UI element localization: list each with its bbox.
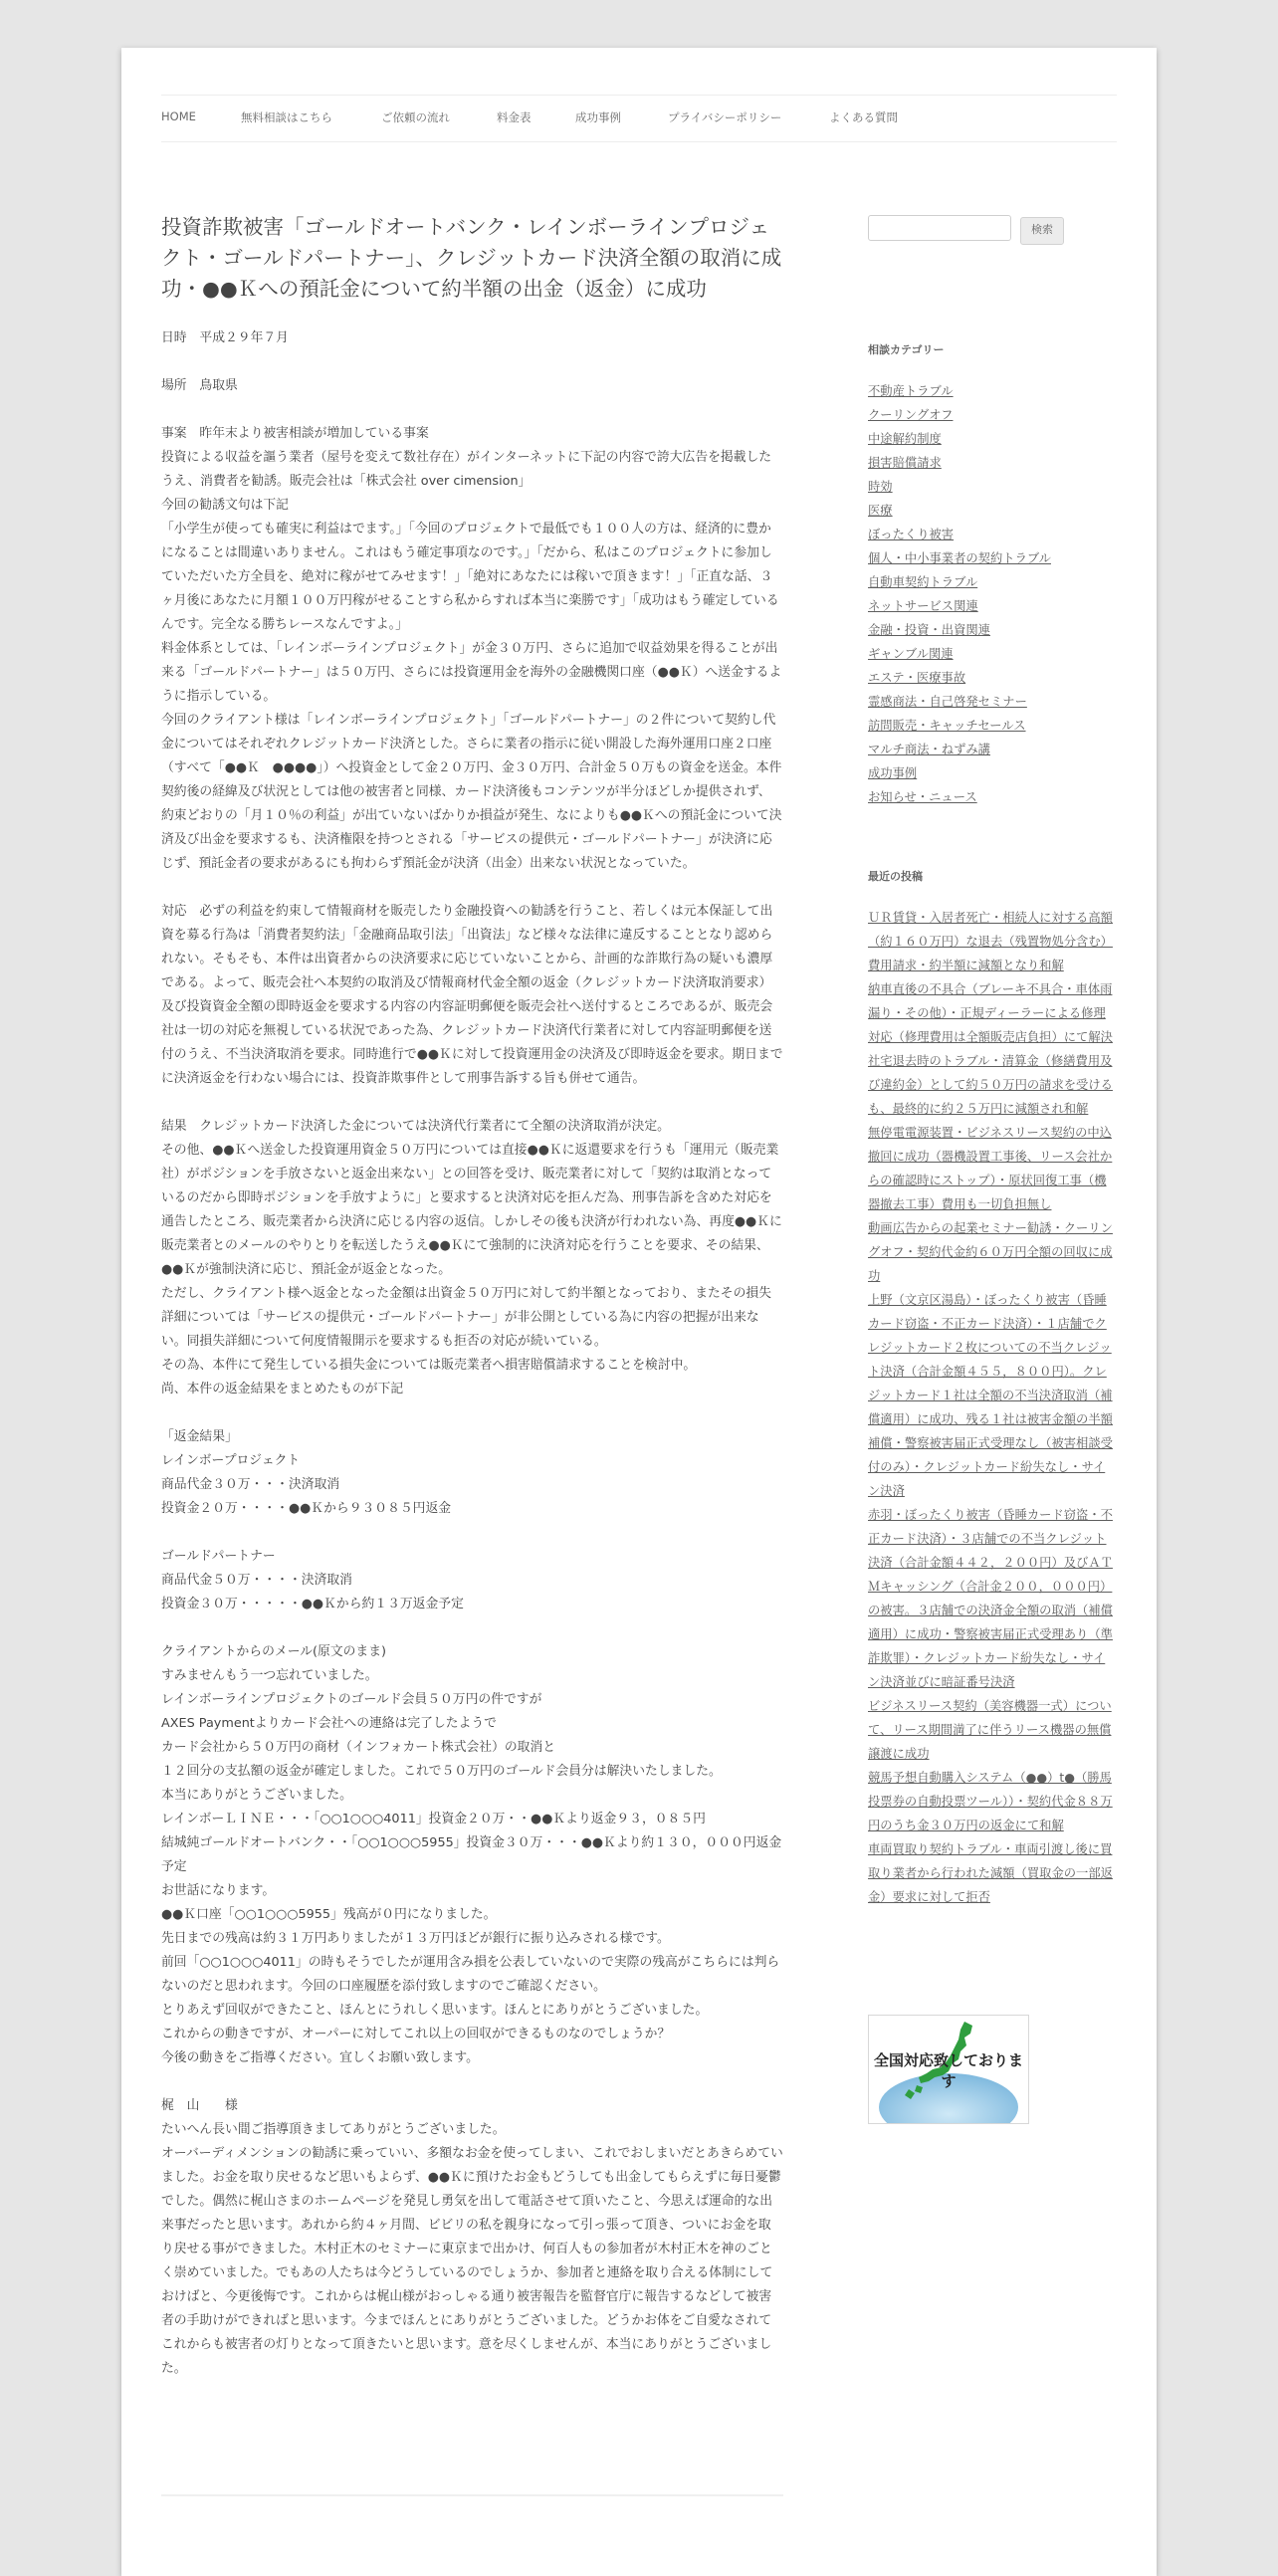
- category-link[interactable]: エステ・医療事故: [868, 671, 966, 685]
- category-item: [868, 618, 1051, 642]
- category-item: [868, 546, 1051, 570]
- article-line: 場所 鳥取県: [161, 378, 238, 393]
- article-line: AXES Paymentよりカード会社への連絡は完了したようで: [161, 1716, 497, 1731]
- category-link[interactable]: ギャンブル関連: [868, 647, 954, 661]
- page-container: [121, 48, 1157, 2576]
- article-paragraph: [161, 374, 783, 398]
- article-line: 日時 平成２９年７月: [161, 330, 289, 345]
- article-line: 「返金結果」: [161, 1429, 238, 1444]
- article-paragraph: [161, 2094, 783, 2381]
- category-item: [868, 451, 1051, 475]
- article-line: 料金体系としては、「レインボーラインプロジェクト」が金３０万円、さらに追加で収益効果を得ることが出来る「ゴールドパートナー」は５０万円、さらには投資運用金を海外の金融機関口座（●●Ｋ）へ送金するように指示している。: [161, 641, 782, 704]
- article-line: 投資による収益を謳う業者（屋号を変えて数社存在）がインターネットに下記の内容で誇大広告を掲載したうえ、消費者を勧誘。販売会社は「株式会社 over cimension」: [161, 450, 772, 489]
- article-line: レインボープロジェクト: [161, 1453, 301, 1468]
- article-line: 商品代金５０万・・・・決済取消: [161, 1573, 352, 1588]
- article-line: 結果 クレジットカード決済した金については決済代行業者にて全額の決済取消が決定。: [161, 1119, 670, 1134]
- article-line: レインボーＬＩＮＥ・・・「○○1○○○4011」投資金２０万・・●●Ｋより返金９３，０８５円: [161, 1812, 706, 1826]
- recent-post-link[interactable]: ＵＲ賃貸・入居者死亡・相続人に対する高額（約１６０万円）な退去（残置物処分含む）費用請求・約半額に減額となり和解: [868, 911, 1113, 972]
- category-item: [868, 666, 1051, 690]
- category-item: [868, 499, 1051, 523]
- nav-success-cases[interactable]: 成功事例: [575, 110, 621, 124]
- recent-post-link[interactable]: 競馬予想自動購入システム（●●）t●（勝馬投票券の自動投票ツール））・契約代金８８万円のうち金３０万円の返金にて和解: [868, 1771, 1113, 1832]
- category-link[interactable]: 不動産トラブル: [868, 384, 954, 398]
- recent-post-item: [868, 1121, 1117, 1216]
- recent-posts-list: [868, 906, 1117, 1909]
- article-paragraph: [161, 422, 783, 876]
- category-item: [868, 714, 1051, 738]
- category-item: [868, 523, 1051, 546]
- search-input[interactable]: [868, 215, 1011, 241]
- article-line: １２回分の支払額の返金が確定しました。これで５０万円のゴールド会員分は解決いたしました。: [161, 1764, 722, 1779]
- nav-free-consultation[interactable]: 無料相談はこちら: [241, 110, 332, 124]
- recent-post-item: [868, 1694, 1117, 1766]
- category-item: [868, 738, 1051, 761]
- article-line: オーバーディメンションの勧誘に乗っていい、多額なお金を使ってしまい、これでおしまいだとあきらめていました。お金を取り戻せるなど思いもよらず、●●Ｋに預けたお金もどうしても出金してもらえずに毎日憂鬱でした。偶然に梶山さまのホームページを発見し勇気を出して電話させて頂いたこと、今思えば運命的な出来事だったと思います。あれから約４ヶ月間、ビビリの私を親身になって引っ張って頂き、ついにお金を取り戻せる事ができました。木村正木のセミナーに東京まで出かけ、何百人もの参加者が木村正木を神のごとく崇めていました。でもあの人たちは今どうしているのでしょうか、参加者と連絡を取り合える体制にしておけばと、今更後悔です。これからは梶山様がおっしゃる通り被害報告を監督官庁に報告するなどして被害者の手助けができればと思います。今までほんとにありがとうございました。どうかお体をご自愛なされてこれからも被害者の灯りとなって頂きたいと思います。意を尽くしませんが、本当にありがとうございました。: [161, 2146, 783, 2376]
- search-form: [868, 215, 1117, 245]
- article-line: ただし、クライアント様へ返金となった金額は出資金５０万円に対して約半額となっており、またその損失詳細については「サービスの提供元・ゴールドパートナー」が非公開としている為に内容の把握が出来ない。同損失詳細について何度情報開示を要求するも拒否の対応が続いている。: [161, 1286, 771, 1349]
- recent-post-link[interactable]: 動画広告からの起業セミナー勧誘・クーリングオフ・契約代金約６０万円全額の回収に成功: [868, 1221, 1113, 1283]
- article-line: ゴールドパートナー: [161, 1549, 276, 1564]
- article-line: 今後の動きをご指導ください。宜しくお願い致します。: [161, 2050, 479, 2065]
- category-list: [868, 379, 1051, 809]
- category-link[interactable]: マルチ商法・ねずみ講: [868, 743, 990, 756]
- article-paragraph: [161, 1545, 783, 1616]
- category-widget-title: 相談カテゴリー: [868, 343, 945, 356]
- category-link[interactable]: クーリングオフ: [868, 408, 954, 422]
- article-content: [161, 212, 783, 2405]
- category-widget: [868, 341, 1051, 809]
- recent-post-link[interactable]: 社宅退去時のトラブル・清算金（修繕費用及び違約金）として約５０万円の請求を受けるも、最終的に約２５万円に減額され和解: [868, 1054, 1113, 1116]
- article-line: これからの動きですが、オーパーに対してこれ以上の回収ができるものなのでしょうか？: [161, 2027, 671, 2041]
- category-link[interactable]: 損害賠償請求: [868, 456, 942, 470]
- category-link[interactable]: 霊感商法・自己啓発セミナー: [868, 695, 1027, 709]
- article-footer-divider: [161, 2494, 783, 2496]
- recent-post-item: [868, 1049, 1117, 1121]
- recent-post-link[interactable]: 車両買取り契約トラブル・車両引渡し後に買取り業者から行われた減額（買取金の一部返金）要求に対して拒否: [868, 1842, 1113, 1904]
- category-item: [868, 475, 1051, 499]
- article-line: すみませんもう一つ忘れていました。: [161, 1668, 378, 1683]
- banner-text: 全国対応致しております: [873, 2051, 1023, 2090]
- recent-post-item: [868, 1766, 1117, 1837]
- recent-post-item: [868, 1216, 1117, 1288]
- article-line: 前回「○○1○○○4011」の時もそうでしたが運用含み損を公表していないので実際の残高がこちらには判らないのだと思われます。今回の口座履歴を添付致しますのでご確認ください。: [161, 1955, 780, 1994]
- category-item: [868, 570, 1051, 594]
- article-line: 投資金２０万・・・・●●Ｋから９３０８５円返金: [161, 1501, 452, 1516]
- article-line: 今回の勧誘文句は下記: [161, 498, 289, 513]
- recent-post-item: [868, 906, 1117, 977]
- nav-privacy-policy[interactable]: プライバシーポリシー: [668, 110, 782, 124]
- recent-post-link[interactable]: 上野（文京区湯島）・ぼったくり被害（昏睡カード窃盗・不正カード決済）・１店舗でクレジットカード２枚についての不当クレジット決済（合計金額４５５，８００円）。クレジットカード１社は全額の不当決済取消（補償適用）に成功、残る１社は被害金額の半額補償・警察被害届正式受理なし（被害相談受付のみ）・クレジットカード紛失なし・サイン決済: [868, 1293, 1113, 1498]
- article-line: クライアントからのメール(原文のまま): [161, 1644, 386, 1659]
- recent-post-item: [868, 1503, 1117, 1694]
- category-item: [868, 761, 1051, 785]
- main-navigation: [161, 95, 1117, 142]
- nav-request-flow[interactable]: ご依頼の流れ: [381, 110, 450, 124]
- category-link[interactable]: 医療: [868, 504, 893, 518]
- article-paragraph: [161, 1115, 783, 1401]
- sidebar: [868, 215, 1117, 2090]
- category-link[interactable]: 金融・投資・出資関連: [868, 623, 990, 637]
- article-line: 梶 山 様: [161, 2098, 238, 2113]
- category-item: [868, 690, 1051, 714]
- article-line: 今回のクライアント様は「レインボーラインプロジェクト」「ゴールドパートナー」の２件について契約し代金についてはそれぞれクレジットカード決済とした。さらに業者の指示に従い開設した海外運用口座２口座（すべて「●●Ｋ ●●●●」）へ投資金として金２０万円、金３０万円、合計金５０万もの資金を送金。本件契約後の経緯及び状況としては他の被害者と同様、カード決済後もコンテンツが半分ほどしか提供されず、約束どおりの「月１０％の利益」が出ていないばかりか損益が発生、なによりも●●Ｋへの預託金について決済及び出金を要求するも、決済権限を持つとされる「サービスの提供元・ゴールドパートナー」が決済に応じず、預託金者の要求があるにも拘わらず預託金が決済（出金）出来ない状況となっていた。: [161, 713, 782, 871]
- article-line: とりあえず回収ができたこと、ほんとにうれしく思います。ほんとにありがとうございました。: [161, 2003, 709, 2018]
- category-item: [868, 379, 1051, 403]
- category-link[interactable]: 時効: [868, 480, 893, 494]
- article-line: 結城純ゴールドオートバンク・・「○○1○○○5955」投資金３０万・・・●●Ｋより約１３０，０００円返金予定: [161, 1835, 782, 1874]
- nationwide-banner[interactable]: [868, 2015, 1029, 2124]
- category-link[interactable]: 成功事例: [868, 766, 918, 780]
- article-title: 投資詐欺被害「ゴールドオートバンク・レインボーラインプロジェクト・ゴールドパートナー」、クレジットカード決済全額の取消に成功・●●Ｋへの預託金について約半額の出金（返金）に成功: [161, 215, 782, 301]
- article-line: カード会社から５０万円の商材（インフォカート株式会社）の取消と: [161, 1740, 556, 1755]
- category-item: [868, 403, 1051, 427]
- recent-posts-title: 最近の投稿: [868, 870, 923, 883]
- recent-posts-widget: [868, 868, 1117, 1909]
- article-body: [161, 326, 783, 2381]
- recent-post-link[interactable]: 赤羽・ぼったくり被害（昏睡カード窃盗・不正カード決済）・３店舗での不当クレジット決済（合計金額４４２，２００円）及びＡＴＭキャッシング（合計金２００，０００円）の被害。３店舗での決済金全額の取消（補償適用）に成功・警察被害届正式受理あり（準詐欺罪）・クレジットカード紛失なし・サイン決済並びに暗証番号決済: [868, 1508, 1113, 1689]
- category-item: [868, 594, 1051, 618]
- article-line: その他、●●Ｋへ送金した投資運用資金５０万円については直接●●Ｋに返還要求を行うも「運用元（販売業社）がポジションを手放さないと返金出来ない」との回答を受け、販売業者に対して「契約は取消となっているのだから即時ポジションを手放すように」と要求すると決済対応を拒んだ為、刑事告訴を含めた対応を通告したところ、販売業者から決済に応じる内容の返信。しかしその後も決済が行われない為、再度●●Ｋに販売業者とのメールのやりとりを転送したうえ●●Ｋにて強制的に決済対応を行うことを要求、その結果、●●Ｋが強制決済に応じ、預託金が返金となった。: [161, 1143, 782, 1277]
- article-paragraph: [161, 1640, 783, 2070]
- article-line: 対応 必ずの利益を約束して情報商材を販売したり金融投資への勧誘を行うこと、若しくは元本保証して出資を募る行為は「消費者契約法」「金融商品取引法」「出資法」など様々な法律に違反することとなり認められない。そもそも、本件は出資者からの決済要求に応じていないことから、計画的な詐欺行為の疑いも濃厚である。よって、販売会社へ本契約の取消及び情報商材代金全額の返金（クレジットカード決済取消要求）及び投資資金全額の即時返金を要求する内容の内容証明郵便を販売会社へ送付するところであるが、販売会社は一切の対応を無視している状況であった為、クレジットカード決済代行業者に対して内容証明郵便を送付のうえ、不当決済取消を要求。同時進行で●●Ｋに対して投資運用金の決済及び即時返金を要求。期日までに決済返金を行わない場合には、投資詐欺事件として刑事告訴する旨も併せて通告。: [161, 904, 783, 1086]
- article-line: その為、本件にて発生している損失金については販売業者へ損害賠償請求することを検討中。: [161, 1358, 697, 1373]
- nav-faq[interactable]: よくある質問: [829, 110, 898, 124]
- category-item: [868, 642, 1051, 666]
- article-line: 商品代金３０万・・・決済取消: [161, 1477, 340, 1492]
- recent-post-item: [868, 1837, 1117, 1909]
- category-link[interactable]: お知らせ・ニュース: [868, 790, 977, 804]
- category-link[interactable]: 訪問販売・キャッチセールス: [868, 719, 1026, 733]
- category-item: [868, 785, 1051, 809]
- nav-home[interactable]: HOME: [161, 109, 196, 123]
- category-link[interactable]: ネットサービス関連: [868, 599, 978, 613]
- article-line: レインボーラインプロジェクトのゴールド会員５０万円の件ですが: [161, 1692, 542, 1707]
- article-line: 本当にありがとうございました。: [161, 1788, 352, 1803]
- nav-fees[interactable]: 料金表: [497, 110, 532, 124]
- recent-post-item: [868, 1288, 1117, 1503]
- article-line: 先日までの残高は約３１万円ありましたが１３万円ほどが銀行に振り込みされる様です。: [161, 1931, 670, 1946]
- recent-post-item: [868, 977, 1117, 1049]
- article-line: お世話になります。: [161, 1883, 276, 1898]
- article-line: 事案 昨年末より被害相談が増加している事案: [161, 426, 429, 441]
- category-link[interactable]: 個人・中小事業者の契約トラブル: [868, 551, 1051, 565]
- article-line: ●●Ｋ口座「○○1○○○5955」残高が０円になりました。: [161, 1907, 497, 1922]
- article-paragraph: [161, 900, 783, 1091]
- category-link[interactable]: 中途解約制度: [868, 432, 942, 446]
- article-line: 「小学生が使っても確実に利益はでます。」「今回のプロジェクトで最低でも１００人の方は、経済的に豊かになることは間違いありません。これはもう確定事項なのです。」「だから、私はこのプロジェクトに参加していただいた方全員を、絶対に稼がせてみせます！」「絶対にあなたには稼いで頂きます！」「正直な話、３ヶ月後にあなたに月額１００万円稼がせることすら私からすれば本当に楽勝です」「成功はもう確定しているんです。完全なる勝ちレースなんですよ。」: [161, 522, 779, 632]
- recent-post-link[interactable]: ビジネスリース契約（美容機器一式）について、リース期間満了に伴うリース機器の無償譲渡に成功: [868, 1699, 1112, 1761]
- category-item: [868, 427, 1051, 451]
- category-link[interactable]: ぼったくり被害: [868, 528, 955, 541]
- search-button[interactable]: 検索: [1020, 217, 1064, 245]
- article-line: 尚、本件の返金結果をまとめたものが下記: [161, 1382, 404, 1396]
- category-link[interactable]: 自動車契約トラブル: [868, 575, 978, 589]
- article-line: 投資金３０万・・・・・●●Ｋから約１３万返金予定: [161, 1597, 464, 1611]
- recent-post-link[interactable]: 無停電電源装置・ビジネスリース契約の中込撤回に成功（器機設置工事後、リース会社からの確認時にストップ）・原状回復工事（機器撤去工事）費用も一切負担無し: [868, 1126, 1113, 1211]
- recent-post-link[interactable]: 納車直後の不具合（ブレーキ不具合・車体雨漏り・その他）・正規ディーラーによる修理対応（修理費用は全額販売店負担）にて解決: [868, 982, 1113, 1044]
- article-paragraph: [161, 1425, 783, 1521]
- article-line: たいへん長い間ご指導頂きましてありがとうございました。: [161, 2122, 506, 2137]
- article-paragraph: [161, 326, 783, 350]
